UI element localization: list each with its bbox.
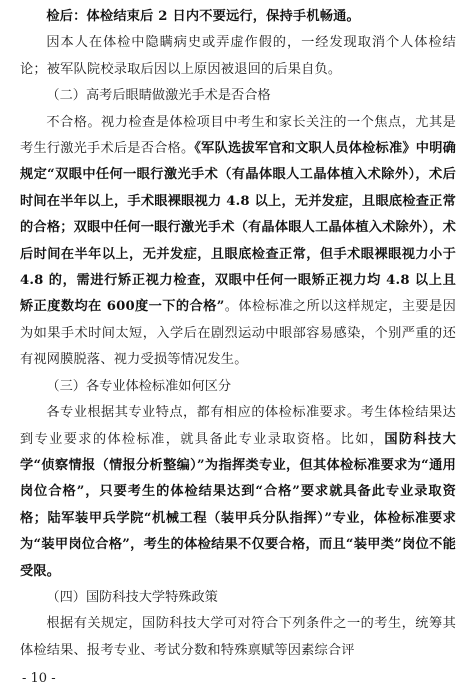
paragraph-major-standards xyxy=(20,400,456,585)
major-standards-intro-text: 各专业根据其专业特点，都有相应的体检标准要求。考生体检结果达到专业要求的体检标准，就具备此专业录取资格。比如， xyxy=(20,405,456,447)
paragraph-concealment-warning: 因本人在体检中隐瞒病史或弄虚作假的，一经发现取消个人体检结论；被军队院校录取后因以上原因被退回的后果自负。 xyxy=(20,35,456,77)
laser-surgery-intro-text: 不合格。视力检查是体检项目中考生和家长关注的一个焦点，尤其是考生行激光手术后是否合格。 xyxy=(20,114,456,157)
laser-surgery-standard-quote: 《军队选拔军官和文职人员体检标准》中明确规定“双眼中任何一眼行激光手术（有晶体眼人工晶体植入术除外），术后时间在半年以上，手术眼裸眼视力 4.8 以上，无并发症，且眼底检查正常的合格；双眼中任何一眼行激光手术（有晶体眼人工晶体植入术除外），术后时间在半年以上，无并发症，且眼底检查正常，但手术眼裸眼视力小于 4.8 的，需进行矫正视力检查，双眼中任何一眼矫正视力均 4.8 以上且矫正度数均在 600度一下的合格” xyxy=(20,141,456,315)
laser-surgery-reason-text: 。体检标准之所以这样规定，主要是因为如果手术时间太短，入学后在剧烈运动中眼部容易感染，个别严重的还有视网膜脱落、视力受损等情况发生。 xyxy=(20,299,456,368)
page-number: - 10 - xyxy=(22,671,56,686)
section-heading-major-standards: （三）各专业体检标准如何区分 xyxy=(46,378,232,394)
paragraph-nudt-policy: 根据有关规定，国防科技大学可对符合下列条件之一的考生，统筹其体检结果、报考专业、考试分数和特殊禀赋等因素综合评 xyxy=(20,616,456,658)
section-heading-laser-surgery: （二）高考后眼睛做激光手术是否合格 xyxy=(46,88,271,104)
major-standards-example-text: 国防科技大学“侦察情报（情报分析整编）”为指挥类专业，但其体检标准要求为“通用岗位合格”，只要考生的体检结果达到“合格”要求就具备此专业录取资格；陆军装甲兵学院“机械工程（装甲兵分队指挥）”专业，体检标准要求为“装甲岗位合格”，考生的体检结果不仅要合格，而且“装甲类”岗位不能受限。 xyxy=(20,431,457,579)
paragraph-laser-surgery xyxy=(20,110,456,374)
paragraph-after-exam-note: 检后：体检结束后 2 日内不要远行，保持手机畅通。 xyxy=(46,9,360,24)
section-heading-nudt-policy: （四）国防科技大学特殊政策 xyxy=(46,589,218,605)
